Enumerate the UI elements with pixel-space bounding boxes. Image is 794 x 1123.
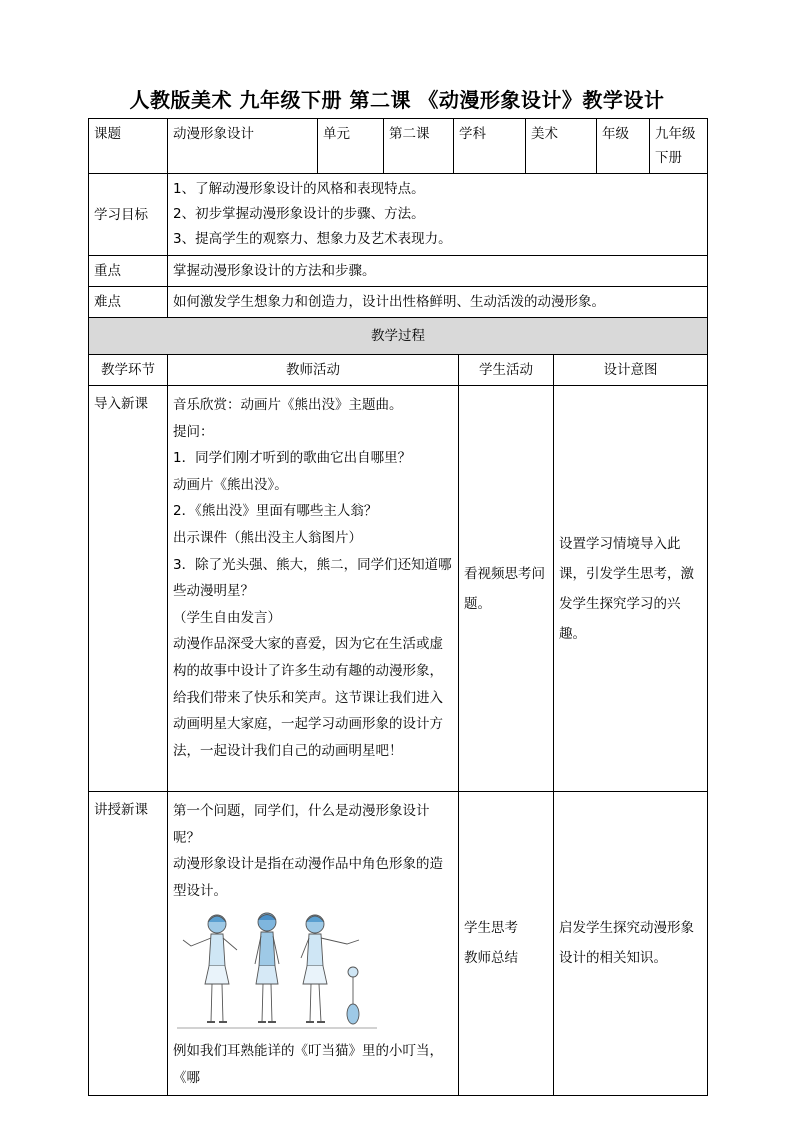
grade-value: 九年级下册 [650,119,708,174]
teacher-activity-cell [168,386,459,792]
column-intent: 设计意图 [554,355,708,386]
teacher-line: 2．《熊出没》里面有哪些主人翁？ [173,503,378,520]
difficulty-row [89,287,708,318]
key-point-row [89,256,708,287]
teacher-line: 3．除了光头强、熊大，熊二，同学们还知道哪些动漫明星？ [173,556,452,600]
design-intent-cell: 设置学习情境导入此课，引发学生思考，激发学生探究学习的兴趣。 [554,386,708,792]
teacher-line: 动画片《熊出没》。 [173,476,288,493]
topic-value: 动漫形象设计 [168,119,318,174]
stage-cell: 讲授新课 [89,792,168,1096]
difficulty-label: 难点 [89,287,168,318]
goals-list [168,174,708,256]
unit-label: 单元 [318,119,384,174]
student-line: 学生思考 [464,920,518,937]
goals-label: 学习目标 [89,174,168,256]
teacher-line: 动漫形象设计是指在动漫作品中角色形象的造型设计。 [173,856,443,899]
info-row [89,119,708,174]
teacher-line: 1．同学们刚才听到的歌曲它出自哪里？ [173,450,412,467]
teacher-activity-cell [168,792,459,1096]
key-point-value: 掌握动漫形象设计的方法和步骤。 [168,256,708,287]
teacher-line: 例如我们耳熟能详的《叮当猫》里的小叮当，《哪 [173,1043,443,1086]
teacher-line: （学生自由发言） [173,609,281,626]
grade-label: 年级 [597,119,650,174]
goal-item: 1、了解动漫形象设计的风格和表现特点。 [173,181,425,197]
teacher-line: 出示课件（熊出没主人翁图片） [173,529,362,546]
design-intent-cell: 启发学生探究动漫形象设计的相关知识。 [554,792,708,1096]
process-header: 教学过程 [89,318,708,355]
subject-label: 学科 [454,119,526,174]
process-columns-row [89,355,708,386]
process-row-intro [89,386,708,792]
goals-row [89,174,708,256]
character-turnaround-illustration [177,910,377,1032]
teacher-line: 音乐欣赏：动画片《熊出没》主题曲。 [173,397,403,413]
column-student: 学生活动 [459,355,554,386]
topic-label: 课题 [89,119,168,174]
difficulty-value: 如何激发学生想象力和创造力，设计出性格鲜明、生动活泼的动漫形象。 [168,287,708,318]
goal-item: 3、提高学生的观察力、想象力及艺术表现力。 [173,231,452,247]
student-activity-cell [459,792,554,1096]
column-teacher: 教师活动 [168,355,459,386]
student-activity-cell: 看视频思考问题。 [459,386,554,792]
teacher-line: 提问： [173,423,214,440]
column-stage: 教学环节 [89,355,168,386]
unit-value: 第二课 [384,119,454,174]
lesson-plan-table [88,118,708,1096]
teacher-line: 第一个问题，同学们，什么是动漫形象设计呢？ [173,803,430,846]
goal-item: 2、初步掌握动漫形象设计的步骤、方法。 [173,206,425,222]
teacher-line: 动漫作品深受大家的喜爱，因为它在生活或虚构的故事中设计了许多生动有趣的动漫形象，给我们带来了快乐和笑声。这节课让我们进入动画明星大家庭，一起学习动画形象的设计方法，一起设计我们自己的动画明星吧！ [173,636,443,759]
key-point-label: 重点 [89,256,168,287]
student-line: 教师总结 [464,950,518,967]
stage-cell: 导入新课 [89,386,168,792]
document-title: 人教版美术 九年级下册 第二课 《动漫形象设计》教学设计 [129,88,665,112]
process-header-row [89,318,708,355]
process-row-new-lesson [89,792,708,1096]
subject-value: 美术 [526,119,597,174]
